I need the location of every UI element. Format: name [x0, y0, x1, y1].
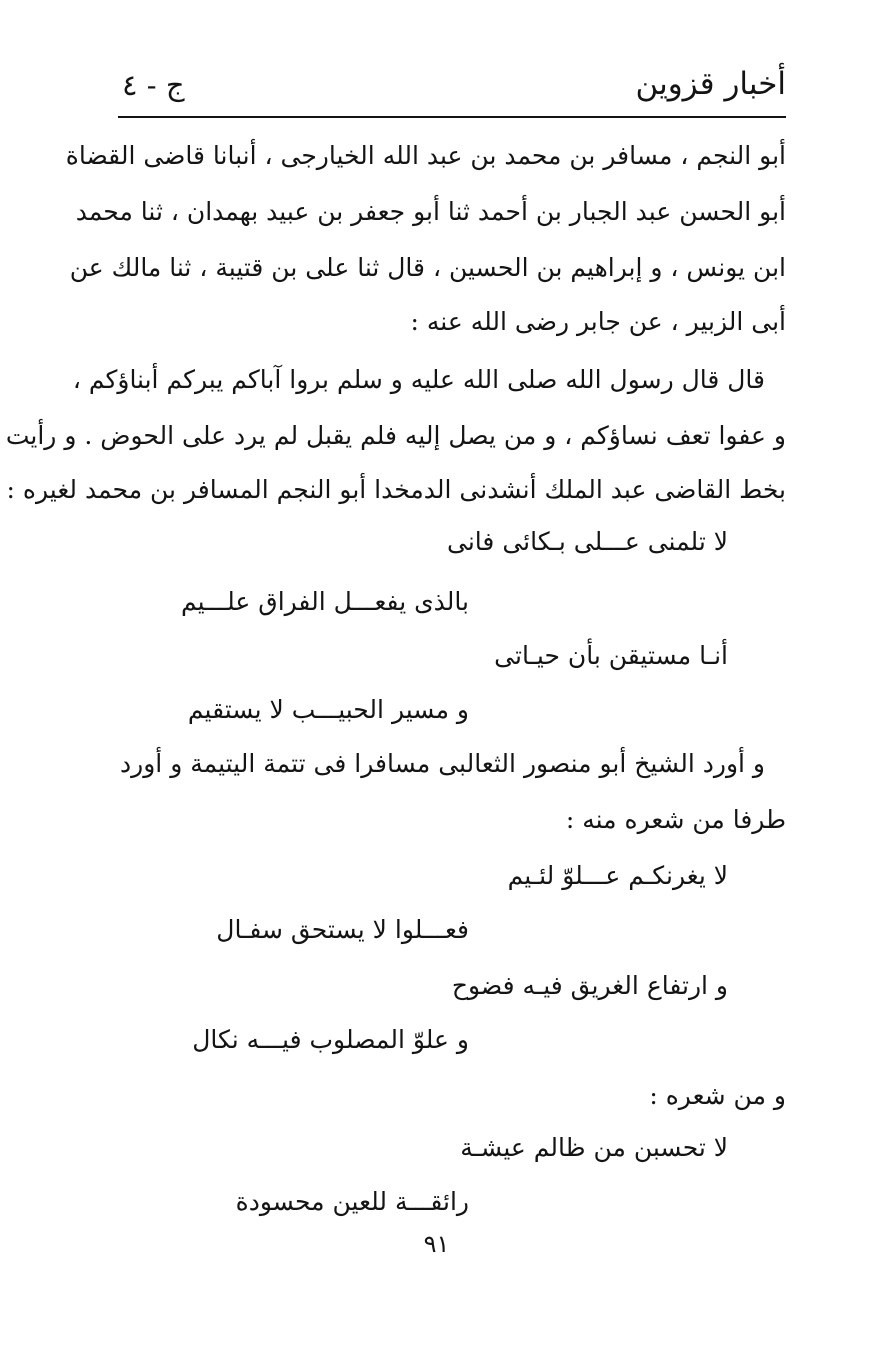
verse-line-10: رائقـــة للعين محسودة — [235, 1187, 469, 1216]
book-title: أخبار قزوين — [635, 66, 786, 102]
verse-line-5: لا يغرنكـم عـــلوّ لئـيم — [507, 861, 728, 890]
text-line-1: أبو النجم ، مسافر بن محمد بن عبد الله الخيارجى ، أنبانا قاضى القضاة — [65, 141, 786, 170]
page-number: ٩١ — [423, 1230, 450, 1258]
verse-line-6: فعـــلوا لا يستحق سفـال — [216, 915, 469, 944]
text-line-4: أبى الزبير ، عن جابر رضى الله عنه : — [410, 307, 786, 336]
header-rule — [118, 116, 786, 118]
text-line-5: قال قال رسول الله صلى الله عليه و سلم بروا آباكم يبركم أبناؤكم ، — [72, 365, 765, 394]
text-line-10: و من شعره : — [649, 1081, 786, 1110]
verse-line-1: لا تلمنى عـــلى بـكائى فانى — [447, 527, 728, 556]
text-line-6: و عفوا تعف نساؤكم ، و من يصل إليه فلم يقبل لم يرد على الحوض . و رأيت — [5, 421, 786, 450]
text-line-7: بخط القاضى عبد الملك أنشدنى الدمخدا أبو النجم المسافر بن محمد لغيره : — [6, 475, 786, 504]
volume-number: ج - ٤ — [122, 68, 185, 102]
verse-line-3: أنـا مستيقن بأن حيـاتى — [494, 641, 728, 670]
verse-line-8: و علوّ المصلوب فيـــه نكال — [192, 1025, 469, 1054]
text-line-2: أبو الحسن عبد الجبار بن أحمد ثنا أبو جعفر بن عبيد بهمدان ، ثنا محمد — [75, 197, 786, 226]
verse-line-7: و ارتفاع الغريق فيـه فضوح — [451, 971, 728, 1000]
text-line-8: و أورد الشيخ أبو منصور الثعالبى مسافرا فى تتمة اليتيمة و أورد — [120, 749, 765, 778]
verse-line-9: لا تحسبن من ظالم عيشـة — [460, 1133, 728, 1162]
verse-line-4: و مسير الحبيـــب لا يستقيم — [187, 695, 469, 724]
text-line-9: طرفا من شعره منه : — [565, 805, 786, 834]
text-line-3: ابن يونس ، و إبراهيم بن الحسين ، قال ثنا على بن قتيبة ، ثنا مالك عن — [69, 253, 786, 282]
verse-line-2: بالذى يفعـــل الفراق علـــيم — [181, 587, 469, 616]
running-header — [118, 58, 786, 114]
